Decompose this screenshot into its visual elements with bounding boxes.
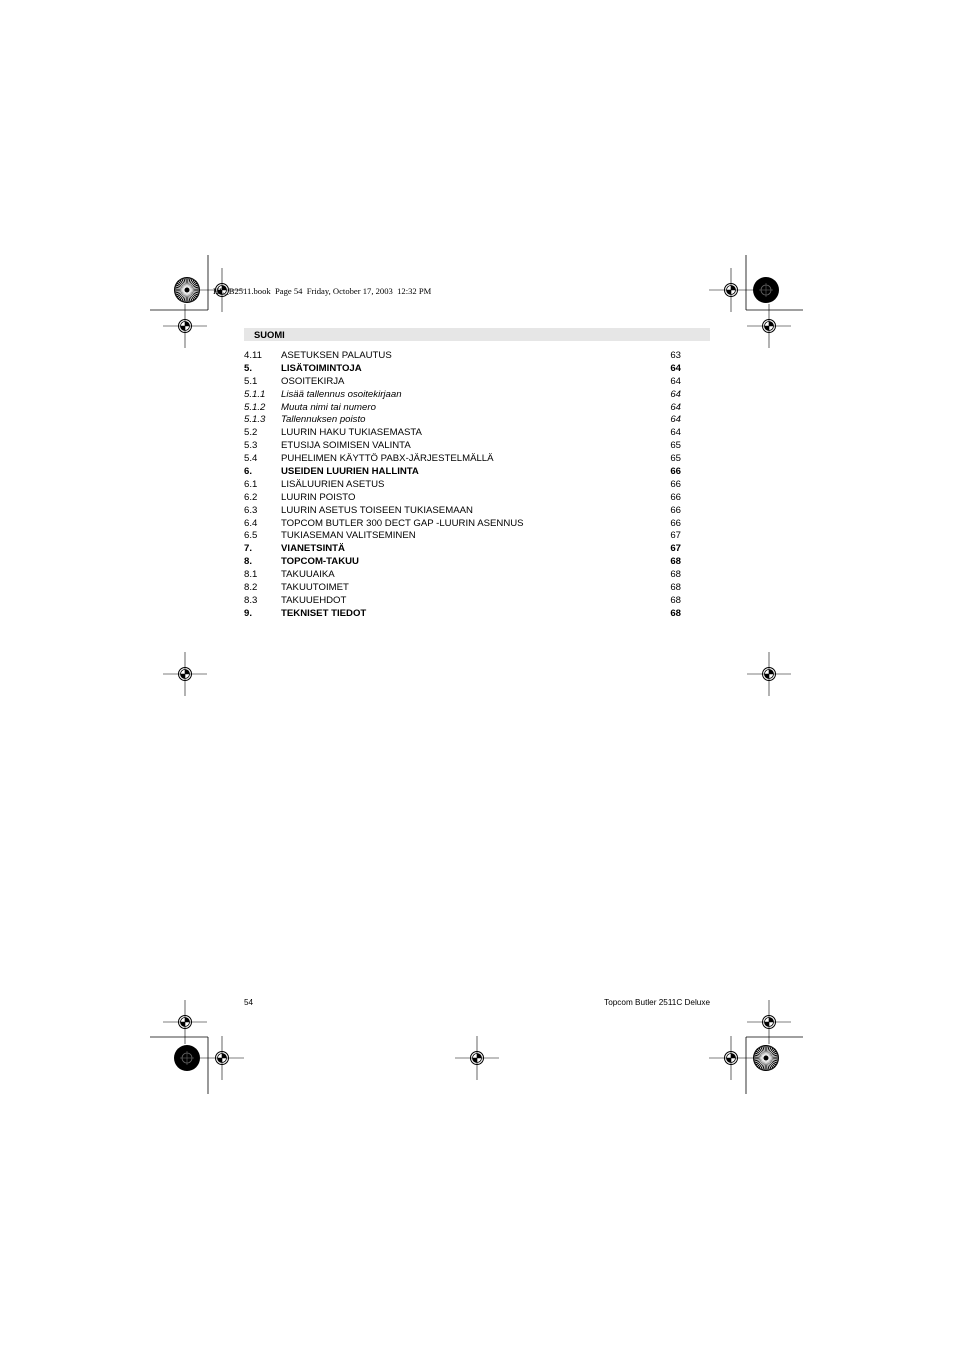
toc-entry-title: TEKNISET TIEDOT bbox=[281, 607, 367, 619]
toc-entry bbox=[244, 466, 681, 479]
toc-entry-page: 64 bbox=[670, 414, 681, 426]
toc-entry-number: 5.4 bbox=[244, 453, 258, 465]
toc-entry-number: 6.1 bbox=[244, 478, 258, 490]
toc-entry-title: TAKUUTOIMET bbox=[281, 582, 349, 594]
registration-mark bbox=[747, 304, 791, 348]
section-title: SUOMI bbox=[254, 329, 285, 340]
star-target-mark bbox=[753, 1045, 779, 1071]
toc-entry-title: Tallennuksen poisto bbox=[281, 414, 366, 426]
toc-entry-number: 6.3 bbox=[244, 504, 258, 516]
toc-entry-number: 5. bbox=[244, 362, 253, 374]
toc-entry-page: 66 bbox=[670, 504, 681, 516]
toc-entry bbox=[244, 582, 681, 595]
toc-entry-page: 66 bbox=[670, 478, 681, 490]
toc-entry bbox=[244, 363, 681, 376]
toc-entry bbox=[244, 376, 681, 389]
toc-entry bbox=[244, 569, 681, 582]
toc-entry-page: 66 bbox=[670, 517, 681, 529]
toc-entry bbox=[244, 595, 681, 608]
toc-entry-title: USEIDEN LUURIEN HALLINTA bbox=[281, 466, 419, 478]
toc-entry-number: 6. bbox=[244, 466, 253, 478]
toc-entry-number: 5.1.2 bbox=[244, 401, 266, 413]
toc-entry-page: 64 bbox=[670, 388, 681, 400]
toc-entry-title: ETUSIJA SOIMISEN VALINTA bbox=[281, 440, 411, 452]
toc-entry-number: 5.2 bbox=[244, 427, 258, 439]
toc-entry-page: 64 bbox=[670, 401, 681, 413]
registration-mark bbox=[747, 652, 791, 696]
toc-entry-number: 5.1.3 bbox=[244, 414, 266, 426]
product-name: Topcom Butler 2511C Deluxe bbox=[604, 998, 710, 1007]
toc-entry bbox=[244, 543, 681, 556]
toc-entry-number: 4.11 bbox=[244, 350, 262, 361]
toc-entry bbox=[244, 556, 681, 569]
print-header: HL_B2511.book Page 54 Friday, October 17, 2003 12:32 PM bbox=[213, 286, 432, 296]
toc-entry-page: 63 bbox=[670, 350, 681, 361]
toc-entry bbox=[244, 389, 681, 402]
toc-entry-page: 68 bbox=[670, 607, 681, 619]
toc-entry-page: 67 bbox=[670, 543, 681, 555]
toc-entry bbox=[244, 453, 681, 466]
registration-mark bbox=[200, 1036, 244, 1080]
registration-mark bbox=[455, 1036, 499, 1080]
toc-entry-page: 64 bbox=[670, 375, 681, 387]
toc-entry bbox=[244, 530, 681, 543]
toc-entry-page: 68 bbox=[670, 556, 681, 568]
toc-entry-title: PUHELIMEN KÄYTTÖ PABX-JÄRJESTELMÄLLÄ bbox=[281, 453, 494, 465]
registration-mark bbox=[163, 652, 207, 696]
toc-entry-title: TAKUUAIKA bbox=[281, 569, 335, 581]
toc-entry-page: 66 bbox=[670, 466, 681, 478]
toc-entry-title: ASETUKSEN PALAUTUS bbox=[281, 350, 392, 361]
toc-entry-number: 8.2 bbox=[244, 582, 258, 594]
star-target-mark bbox=[174, 277, 200, 303]
toc-entry-title: TAKUUEHDOT bbox=[281, 594, 347, 606]
toc-entry bbox=[244, 414, 681, 427]
toc-entry-title: OSOITEKIRJA bbox=[281, 375, 345, 387]
toc-entry bbox=[244, 427, 681, 440]
toc-entry-title: TUKIASEMAN VALITSEMINEN bbox=[281, 530, 416, 542]
toc-entry bbox=[244, 608, 681, 621]
toc-entry-title: LISÄTOIMINTOJA bbox=[281, 362, 362, 374]
toc-entry-number: 5.1.1 bbox=[244, 388, 266, 400]
registration-mark bbox=[163, 304, 207, 348]
toc-entry-number: 5.3 bbox=[244, 440, 258, 452]
toc-entry-page: 66 bbox=[670, 491, 681, 503]
toc-entry-page: 64 bbox=[670, 427, 681, 439]
toc-entry bbox=[244, 492, 681, 505]
registration-mark bbox=[709, 1036, 753, 1080]
toc-entry-number: 8.3 bbox=[244, 594, 258, 606]
toc-entry-number: 6.4 bbox=[244, 517, 258, 529]
toc-entry-title: LUURIN HAKU TUKIASEMASTA bbox=[281, 427, 422, 439]
toc-entry-page: 65 bbox=[670, 453, 681, 465]
toc-entry-page: 68 bbox=[670, 569, 681, 581]
toc-entry bbox=[244, 350, 681, 363]
toc-entry-number: 6.2 bbox=[244, 491, 258, 503]
solid-target-mark bbox=[174, 1045, 200, 1071]
toc-entry-title: Lisää tallennus osoitekirjaan bbox=[281, 388, 402, 400]
toc-entry bbox=[244, 402, 681, 415]
toc-entry-page: 64 bbox=[670, 362, 681, 374]
toc-entry-number: 7. bbox=[244, 543, 253, 555]
toc-entry-page: 68 bbox=[670, 594, 681, 606]
solid-target-mark bbox=[753, 277, 779, 303]
registration-mark bbox=[709, 268, 753, 312]
toc-entry-page: 68 bbox=[670, 582, 681, 594]
toc-entry-page: 67 bbox=[670, 530, 681, 542]
toc-entry-title: LUURIN ASETUS TOISEEN TUKIASEMAAN bbox=[281, 504, 473, 516]
section-header-bar bbox=[244, 328, 710, 341]
toc-entry bbox=[244, 518, 681, 531]
toc-entry bbox=[244, 505, 681, 518]
toc-entry-number: 8.1 bbox=[244, 569, 258, 581]
toc-entry-title: Muuta nimi tai numero bbox=[281, 401, 376, 413]
toc-entry-number: 6.5 bbox=[244, 530, 258, 542]
toc-entry-number: 5.1 bbox=[244, 375, 258, 387]
table-of-contents bbox=[244, 350, 681, 621]
toc-entry-number: 9. bbox=[244, 607, 253, 619]
toc-entry-title: TOPCOM BUTLER 300 DECT GAP -LUURIN ASENNUS bbox=[281, 517, 524, 529]
toc-entry-title: LISÄLUURIEN ASETUS bbox=[281, 478, 385, 490]
toc-entry bbox=[244, 440, 681, 453]
toc-entry bbox=[244, 479, 681, 492]
toc-entry-title: TOPCOM-TAKUU bbox=[281, 556, 359, 568]
toc-entry-title: VIANETSINTÄ bbox=[281, 543, 345, 555]
toc-entry-number: 8. bbox=[244, 556, 253, 568]
toc-entry-page: 65 bbox=[670, 440, 681, 452]
page-number: 54 bbox=[244, 998, 254, 1007]
toc-entry-title: LUURIN POISTO bbox=[281, 491, 356, 503]
